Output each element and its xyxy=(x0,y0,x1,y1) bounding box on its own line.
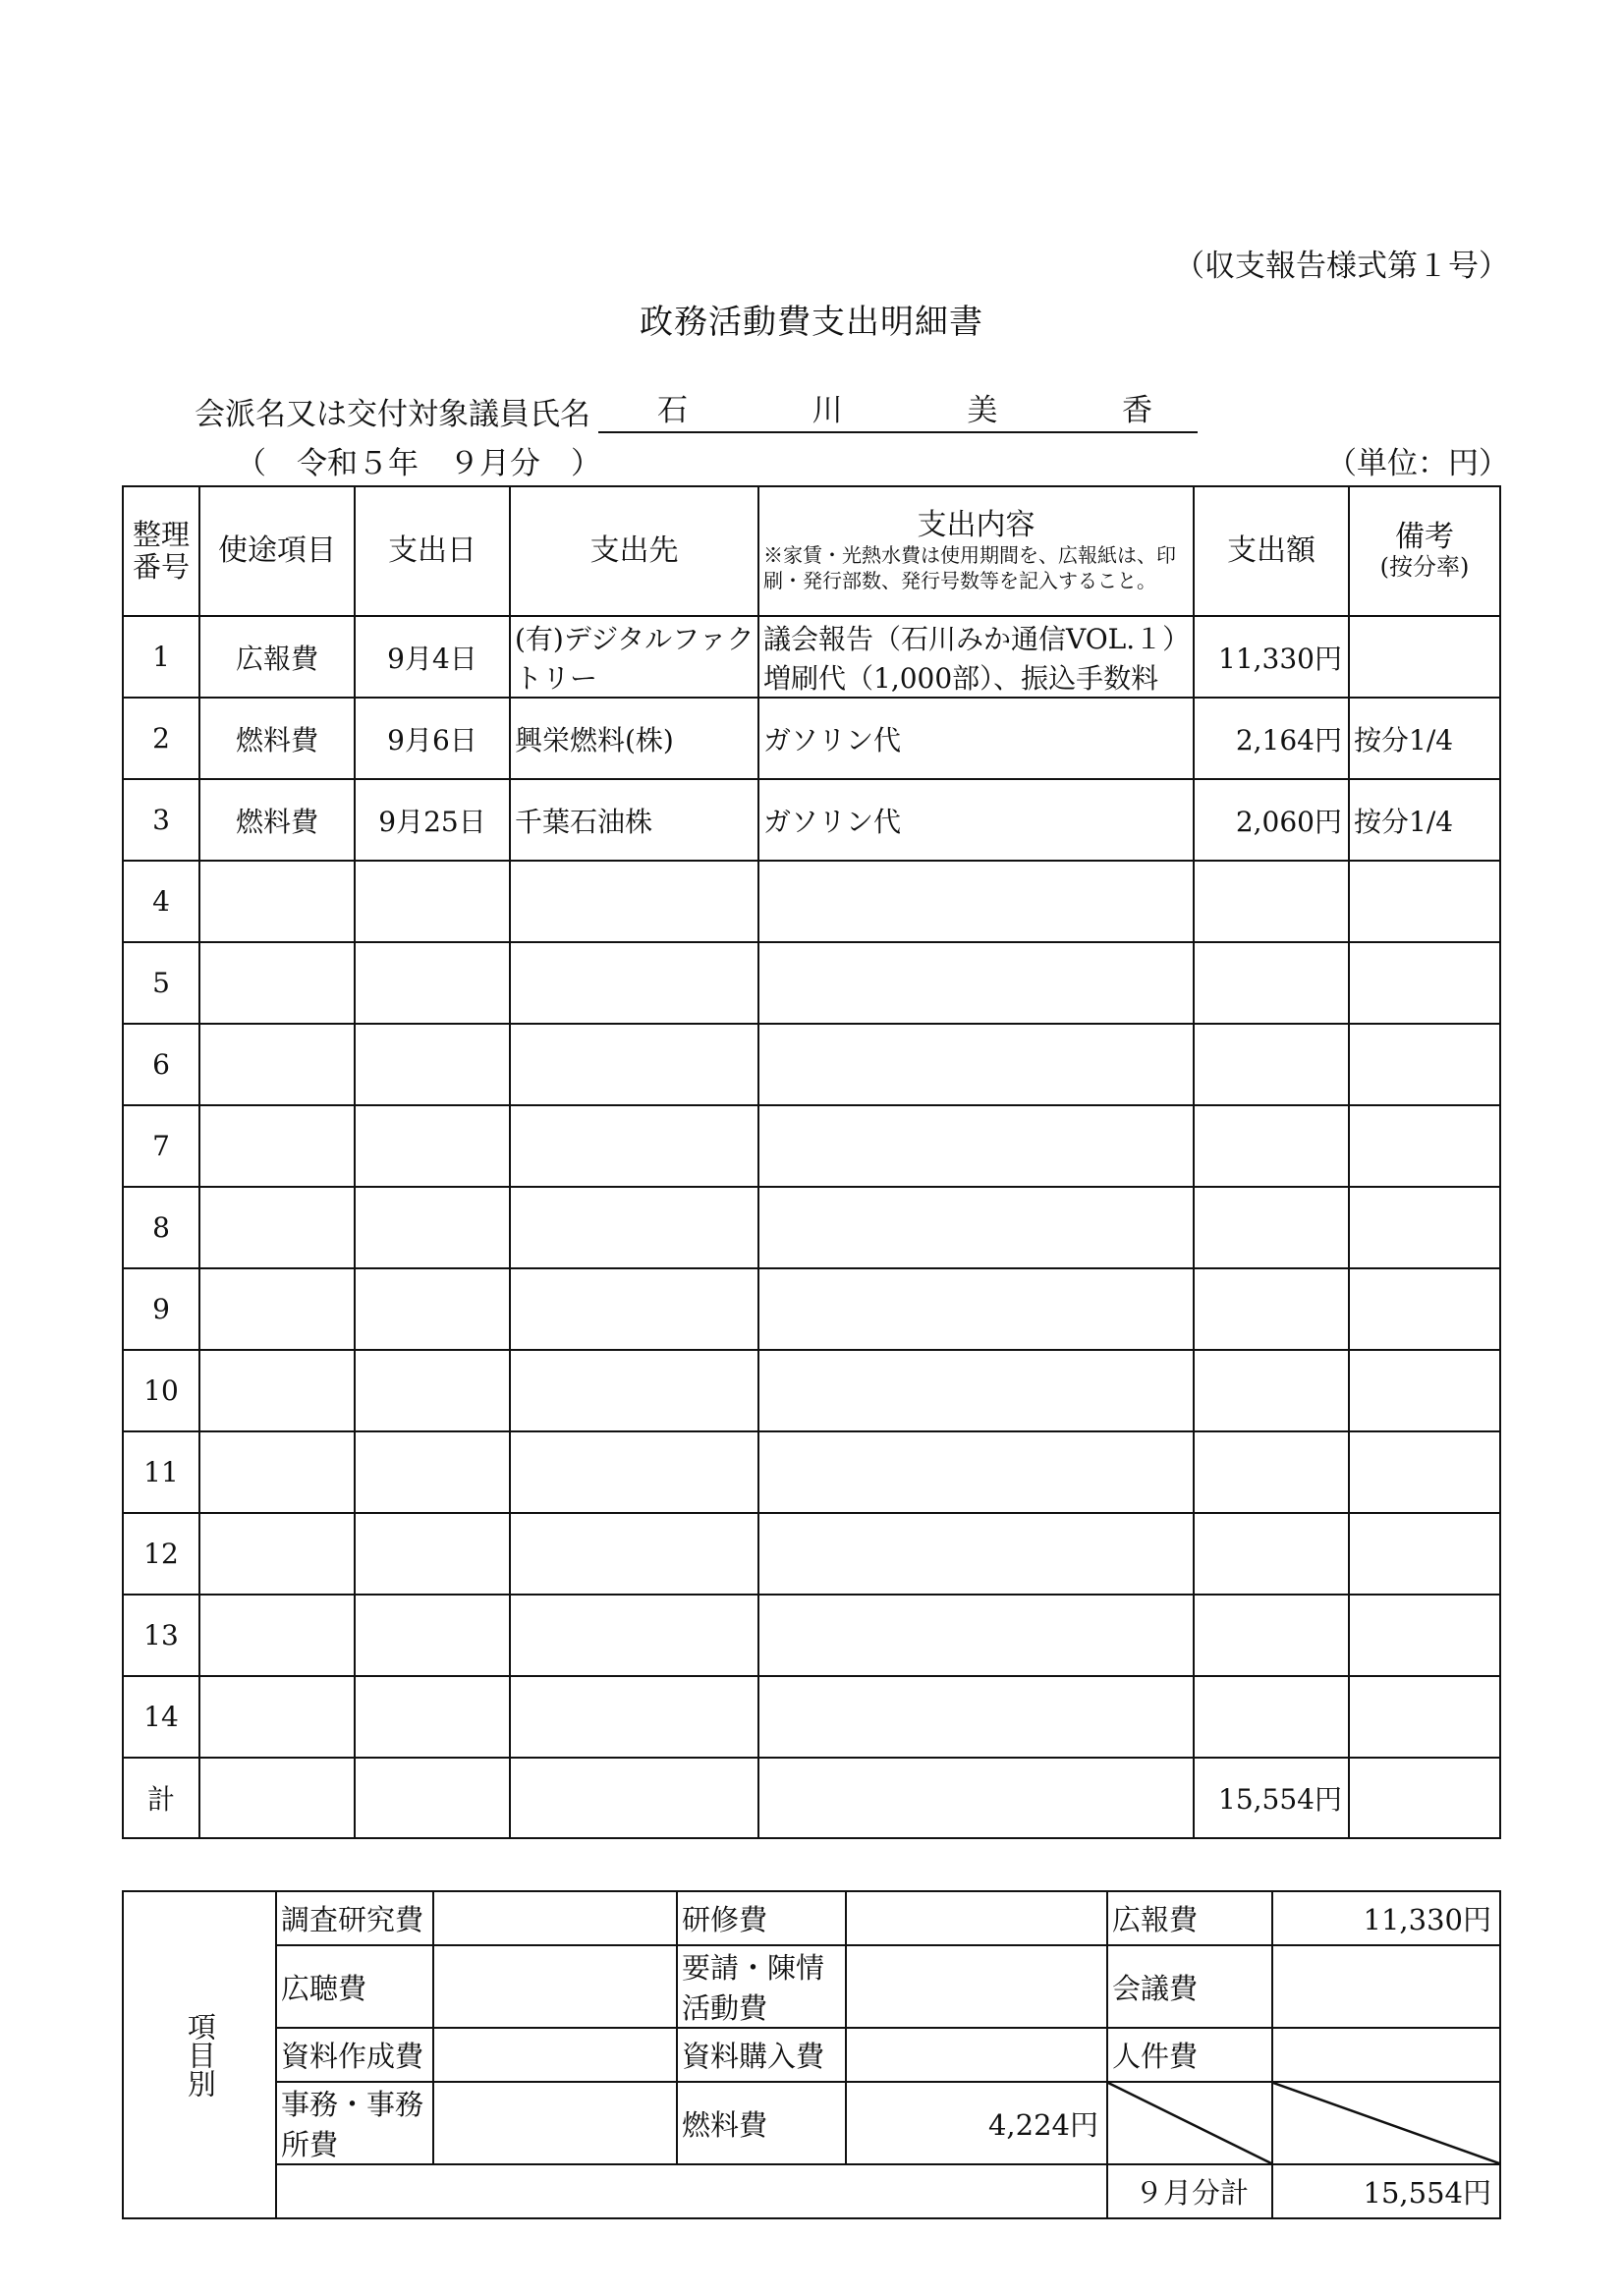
row-date: 9月25日 xyxy=(355,779,510,861)
row-remarks xyxy=(1349,1268,1500,1350)
row-detail xyxy=(758,1268,1194,1350)
row-payee: (有)デジタルファクトリー xyxy=(510,616,758,698)
row-detail xyxy=(758,861,1194,942)
summary-blank-cell xyxy=(1107,2082,1272,2164)
row-purpose xyxy=(199,1513,355,1595)
row-purpose: 燃料費 xyxy=(199,698,355,779)
member-row xyxy=(195,385,1198,433)
summary-label: 研修費 xyxy=(677,1891,846,1945)
total-label: 計 xyxy=(123,1758,199,1838)
row-date xyxy=(355,1268,510,1350)
summary-label: 人件費 xyxy=(1107,2028,1272,2082)
row-amount xyxy=(1194,1187,1349,1268)
row-amount: 2,164円 xyxy=(1194,698,1349,779)
col-header-purpose: 使途項目 xyxy=(199,486,355,616)
summary-blank-cell xyxy=(1272,2082,1500,2164)
row-date: 9月4日 xyxy=(355,616,510,698)
row-number: 12 xyxy=(123,1513,199,1595)
col-header-remarks-sub: (按分率) xyxy=(1379,553,1470,582)
summary-side-label: 項目別 xyxy=(123,1891,276,2218)
row-remarks xyxy=(1349,1350,1500,1431)
col-header-detail-title: 支出内容 xyxy=(917,507,1035,542)
row-detail xyxy=(758,1105,1194,1187)
table-row xyxy=(123,942,1500,1024)
summary-row xyxy=(123,2028,1500,2082)
row-purpose xyxy=(199,1595,355,1676)
total-empty xyxy=(199,1758,355,1838)
summary-row xyxy=(123,1891,1500,1945)
row-number: 1 xyxy=(123,616,199,698)
row-number: 3 xyxy=(123,779,199,861)
member-name-char: 美 xyxy=(967,393,998,428)
month-total-label: ９月分計 xyxy=(1107,2164,1272,2218)
summary-value xyxy=(433,1891,677,1945)
table-row xyxy=(123,1187,1500,1268)
row-purpose xyxy=(199,942,355,1024)
row-amount xyxy=(1194,1431,1349,1513)
row-number: 10 xyxy=(123,1350,199,1431)
row-amount xyxy=(1194,1513,1349,1595)
table-row xyxy=(123,1105,1500,1187)
row-payee xyxy=(510,1105,758,1187)
member-name-char: 川 xyxy=(812,393,843,428)
total-row xyxy=(123,1758,1500,1838)
col-header-detail-note: ※家賃・光熱水費は使用期間を、広報紙は、印刷・発行部数、発行号数等を記入すること。 xyxy=(763,543,1176,593)
summary-row xyxy=(123,1945,1500,2028)
row-payee xyxy=(510,1024,758,1105)
member-name xyxy=(598,385,1198,433)
row-date xyxy=(355,942,510,1024)
summary-label: 資料作成費 xyxy=(276,2028,433,2082)
row-purpose xyxy=(199,1105,355,1187)
row-purpose: 広報費 xyxy=(199,616,355,698)
table-row xyxy=(123,698,1500,779)
row-purpose xyxy=(199,861,355,942)
row-remarks xyxy=(1349,861,1500,942)
col-header-date: 支出日 xyxy=(355,486,510,616)
row-remarks xyxy=(1349,616,1500,698)
row-detail xyxy=(758,1431,1194,1513)
row-remarks xyxy=(1349,1105,1500,1187)
row-detail xyxy=(758,1350,1194,1431)
summary-label: 燃料費 xyxy=(677,2082,846,2164)
summary-value: 4,224円 xyxy=(846,2082,1107,2164)
row-remarks xyxy=(1349,942,1500,1024)
row-remarks xyxy=(1349,1676,1500,1758)
summary-label: 広報費 xyxy=(1107,1891,1272,1945)
row-detail: ガソリン代 xyxy=(758,779,1194,861)
col-header-payee: 支出先 xyxy=(510,486,758,616)
row-remarks: 按分1/4 xyxy=(1349,779,1500,861)
row-number: 2 xyxy=(123,698,199,779)
summary-value xyxy=(846,1891,1107,1945)
row-remarks xyxy=(1349,1024,1500,1105)
summary-label: 調査研究費 xyxy=(276,1891,433,1945)
member-name-char: 香 xyxy=(1121,393,1152,428)
row-purpose xyxy=(199,1187,355,1268)
row-amount: 2,060円 xyxy=(1194,779,1349,861)
col-header-remarks xyxy=(1349,486,1500,616)
total-amount: 15,554円 xyxy=(1194,1758,1349,1838)
row-payee xyxy=(510,1676,758,1758)
row-payee xyxy=(510,1595,758,1676)
row-date xyxy=(355,1595,510,1676)
table-row xyxy=(123,1431,1500,1513)
table-row xyxy=(123,1676,1500,1758)
summary-row xyxy=(123,2082,1500,2164)
period-label: （ 令和５年 ９月分 ） xyxy=(236,446,601,481)
row-payee xyxy=(510,1431,758,1513)
row-payee xyxy=(510,942,758,1024)
summary-label: 会議費 xyxy=(1107,1945,1272,2028)
summary-label: 資料購入費 xyxy=(677,2028,846,2082)
summary-value xyxy=(846,1945,1107,2028)
col-header-remarks-title: 備考 xyxy=(1395,519,1454,554)
row-number: 9 xyxy=(123,1268,199,1350)
summary-value xyxy=(433,2028,677,2082)
row-number: 7 xyxy=(123,1105,199,1187)
row-detail xyxy=(758,1513,1194,1595)
summary-empty-cell xyxy=(276,2164,1107,2218)
form-number: （収支報告様式第１号） xyxy=(1174,249,1509,284)
row-amount xyxy=(1194,1105,1349,1187)
summary-value xyxy=(1272,2028,1500,2082)
row-payee xyxy=(510,1513,758,1595)
summary-label: 事務・事務所費 xyxy=(276,2082,433,2164)
month-total-value: 15,554円 xyxy=(1272,2164,1500,2218)
row-number: 4 xyxy=(123,861,199,942)
row-purpose xyxy=(199,1431,355,1513)
row-purpose xyxy=(199,1268,355,1350)
table-row xyxy=(123,779,1500,861)
unit-label: （単位：円） xyxy=(1326,446,1509,481)
row-remarks: 按分1/4 xyxy=(1349,698,1500,779)
table-row xyxy=(123,861,1500,942)
summary-total-row xyxy=(123,2164,1500,2218)
row-date xyxy=(355,1431,510,1513)
summary-value xyxy=(1272,1945,1500,2028)
total-empty xyxy=(355,1758,510,1838)
row-amount xyxy=(1194,861,1349,942)
row-date: 9月6日 xyxy=(355,698,510,779)
row-payee xyxy=(510,1268,758,1350)
row-date xyxy=(355,1676,510,1758)
row-amount xyxy=(1194,1268,1349,1350)
row-amount xyxy=(1194,1595,1349,1676)
row-amount xyxy=(1194,1676,1349,1758)
summary-label: 広聴費 xyxy=(276,1945,433,2028)
row-date xyxy=(355,1350,510,1431)
row-date xyxy=(355,861,510,942)
row-purpose xyxy=(199,1024,355,1105)
row-detail xyxy=(758,1024,1194,1105)
row-detail xyxy=(758,942,1194,1024)
row-payee xyxy=(510,861,758,942)
total-empty xyxy=(758,1758,1194,1838)
summary-value xyxy=(846,2028,1107,2082)
summary-value: 11,330円 xyxy=(1272,1891,1500,1945)
row-date xyxy=(355,1024,510,1105)
row-date xyxy=(355,1105,510,1187)
row-amount xyxy=(1194,1350,1349,1431)
summary-label: 要請・陳情活動費 xyxy=(677,1945,846,2028)
summary-value xyxy=(433,1945,677,2028)
row-detail xyxy=(758,1187,1194,1268)
row-number: 5 xyxy=(123,942,199,1024)
row-date xyxy=(355,1513,510,1595)
row-remarks xyxy=(1349,1431,1500,1513)
row-amount: 11,330円 xyxy=(1194,616,1349,698)
row-number: 8 xyxy=(123,1187,199,1268)
row-amount xyxy=(1194,1024,1349,1105)
row-remarks xyxy=(1349,1595,1500,1676)
row-detail: 議会報告（石川みか通信VOL.１）増刷代（1,000部）、振込手数料 xyxy=(758,616,1194,698)
col-header-detail xyxy=(758,486,1194,616)
table-row xyxy=(123,1350,1500,1431)
summary-value xyxy=(433,2082,677,2164)
table-row xyxy=(123,1513,1500,1595)
row-date xyxy=(355,1187,510,1268)
table-row xyxy=(123,1024,1500,1105)
row-number: 14 xyxy=(123,1676,199,1758)
row-detail xyxy=(758,1595,1194,1676)
row-detail xyxy=(758,1676,1194,1758)
summary-table xyxy=(122,1890,1501,2219)
row-remarks xyxy=(1349,1187,1500,1268)
row-payee: 千葉石油株 xyxy=(510,779,758,861)
row-payee: 興栄燃料(株) xyxy=(510,698,758,779)
member-name-char: 石 xyxy=(657,393,688,428)
row-remarks xyxy=(1349,1513,1500,1595)
row-number: 13 xyxy=(123,1595,199,1676)
row-payee xyxy=(510,1187,758,1268)
total-empty xyxy=(1349,1758,1500,1838)
member-label: 会派名又は交付対象議員氏名 xyxy=(195,397,590,432)
table-row xyxy=(123,1268,1500,1350)
table-row xyxy=(123,616,1500,698)
table-row xyxy=(123,1595,1500,1676)
table-header-row xyxy=(123,486,1500,616)
total-empty xyxy=(510,1758,758,1838)
row-amount xyxy=(1194,942,1349,1024)
row-purpose xyxy=(199,1350,355,1431)
row-purpose: 燃料費 xyxy=(199,779,355,861)
row-purpose xyxy=(199,1676,355,1758)
col-header-no: 整理番号 xyxy=(123,486,199,616)
row-number: 11 xyxy=(123,1431,199,1513)
row-detail: ガソリン代 xyxy=(758,698,1194,779)
document-title: 政務活動費支出明細書 xyxy=(640,303,983,342)
expense-table xyxy=(122,485,1501,1839)
row-number: 6 xyxy=(123,1024,199,1105)
row-payee xyxy=(510,1350,758,1431)
col-header-amount: 支出額 xyxy=(1194,486,1349,616)
